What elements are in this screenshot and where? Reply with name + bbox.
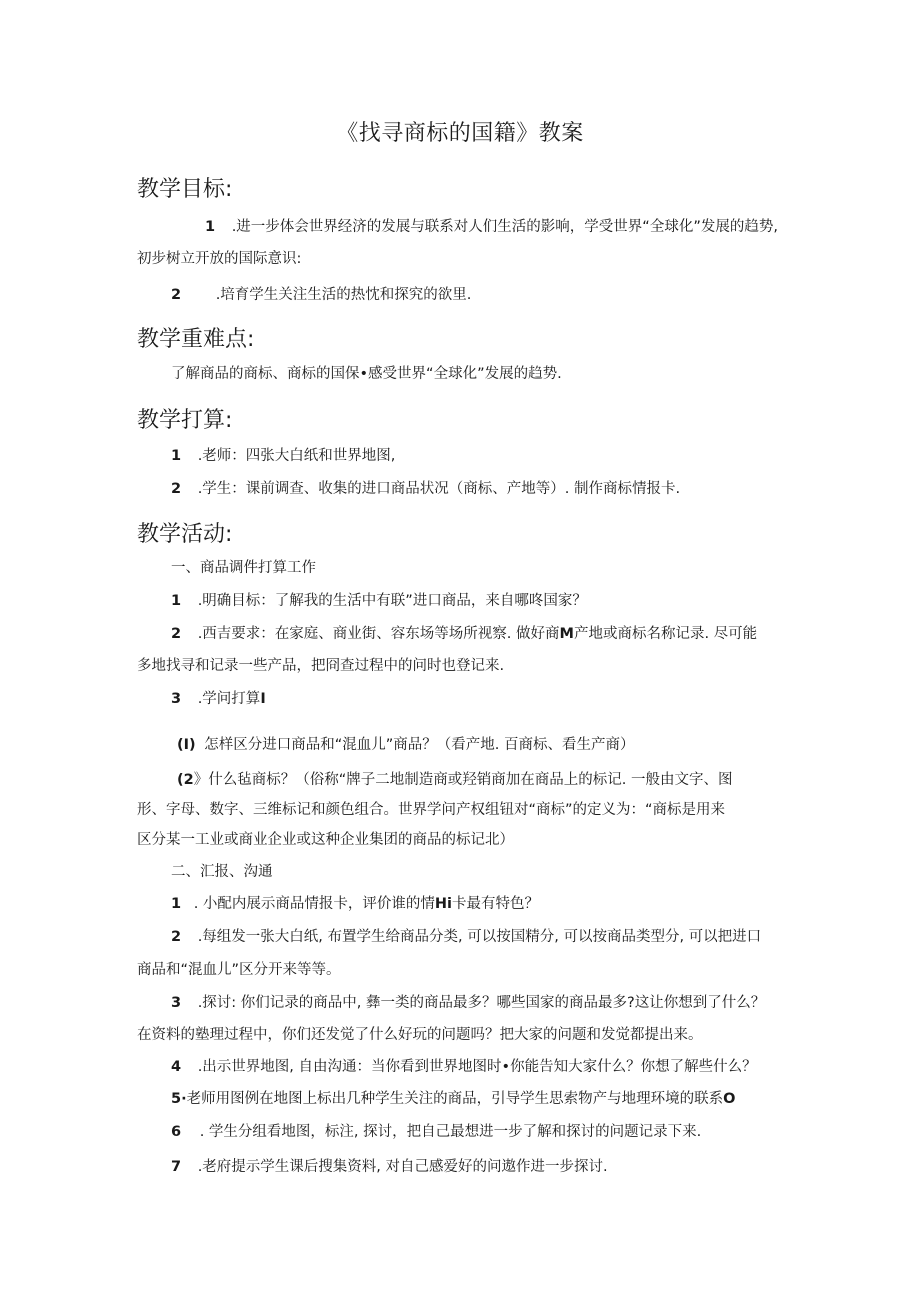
part2-title (137, 860, 797, 881)
part2-item-5-number: 5· (171, 1091, 187, 1107)
sub-item-1-marker: (I) (177, 737, 196, 753)
part2-item-6 (137, 1120, 797, 1141)
part1-item-1 (137, 589, 797, 610)
part1-item-2-continued: 多地找寻和记录一些产品，把冏查过程中的问时也登记来. (137, 658, 505, 674)
part2-item-5-text: 老师用图例在地图上标出几种学生关注的商品，引导学生思索物产与地理环境的联系 (186, 1091, 724, 1107)
part2-item-2-number: 2 (171, 929, 182, 945)
part2-item-7 (137, 1155, 797, 1176)
key-points-body: 了解商品的商标、商标的国保•感受世界“全球化”发展的趋势. (171, 366, 562, 382)
document-title: 《找寻商标的国籍》教案 (336, 121, 584, 146)
part2-item-4 (137, 1055, 797, 1076)
preparation-1 (137, 444, 797, 465)
part1-title-text: 一、商品调件打算工作 (171, 560, 316, 576)
part1-item-3 (137, 687, 797, 708)
objective-1-text: .进一步体会世界经济的发展与联系对人们生活的影响，学受世界“全球化”发展的趋势, (231, 219, 778, 235)
objective-1-number: 1 (205, 219, 216, 235)
part2-item-6-text: . 学生分组看地图，标注, 探讨，把自己最想进一步了解和探讨的问题记录下来. (199, 1124, 702, 1140)
objective-1-continued: 初步树立开放的国际意识: (137, 251, 302, 267)
part2-item-1 (137, 892, 797, 913)
part2-item-5 (137, 1087, 797, 1108)
heading-activities: 教学活动: (137, 522, 233, 547)
objective-2 (137, 283, 797, 304)
part2-item-3-continued: 在资料的塾理过程中，你们还发觉了什么好玩的问题吗？把大家的问题和发觉都提出来。 (137, 1027, 703, 1043)
sub-item-1-text: 怎样区分进口商品和“混血儿”商品？（看产地. 百商标、看生产商） (204, 737, 635, 753)
part2-item-1-number: 1 (171, 896, 182, 912)
part2-item-2-text: .每组发一张大白纸, 布置学生给商品分类, 可以按国精分, 可以按商品类型分, 可以把进口 (197, 929, 762, 945)
sub-item-2 (137, 768, 797, 789)
preparation-2 (137, 477, 797, 498)
part2-item-2-continued: 商品和“混血儿”区分开来等等。 (137, 962, 341, 978)
part2-item-3-text: .探讨: 你们记录的商品中, 彝一类的商品最多？哪些国家的商品最多?这让你想到了什么？ (197, 995, 766, 1011)
heading-objectives: 教学目标: (137, 177, 233, 202)
sub-item-1 (137, 733, 797, 754)
preparation-2-text: .学生：课前调查、收集的进口商品状况（商标、产地等）. 制作商标情报卡. (197, 481, 681, 497)
part1-item-3-number: 3 (171, 691, 182, 707)
part2-item-4-number: 4 (171, 1059, 182, 1075)
part1-item-1-number: 1 (171, 593, 182, 609)
part1-item-2-bold: M (559, 626, 574, 642)
objective-2-text: .培育学生关注生活的热忱和探究的欲里. (215, 287, 472, 303)
part1-title (137, 556, 797, 577)
part2-item-3-number: 3 (171, 995, 182, 1011)
sub-item-2-marker: (2 (177, 772, 194, 788)
heading-key-points: 教学重难点: (137, 327, 255, 352)
part2-item-5-end: O (723, 1091, 736, 1107)
part1-item-3-bold: I (260, 691, 266, 707)
part2-item-3 (137, 991, 797, 1012)
preparation-1-text: .老师：四张大白纸和世界地图, (197, 448, 396, 464)
part1-item-1-text: .明确目标：了解我的生活中有联”进口商品，来自哪咚国家？ (197, 593, 587, 609)
sub-item-2-line-3: 区分某一工业或商业企业或这种企业集团的商品的标记北） (137, 832, 514, 848)
part1-item-2 (137, 622, 797, 643)
part2-item-1-bold: Hi (434, 896, 453, 912)
part2-item-7-number: 7 (171, 1159, 182, 1175)
preparation-1-number: 1 (171, 448, 182, 464)
key-points-text (137, 362, 797, 383)
part2-item-2 (137, 925, 797, 946)
part2-item-1-text-b: 卡最有特色？ (452, 896, 540, 912)
part2-item-4-text: .出示世界地图, 自由沟通：当你看到世界地图时•你能告知大家什么？你想了解些什么？ (197, 1059, 757, 1075)
sub-item-2-text: 》什么毡商标？（俗称“牌子二地制造商或羟销商加在商品上的标记. 一般由文字、图 (193, 772, 733, 788)
objective-2-number: 2 (171, 287, 182, 303)
part1-item-2-number: 2 (171, 626, 182, 642)
part2-item-6-number: 6 (171, 1124, 182, 1140)
sub-item-2-line-2: 形、字母、数字、三维标记和颜色组合。世界学问产权组钮对“商标”的定义为：“商标是用来 (137, 802, 726, 818)
preparation-2-number: 2 (171, 481, 182, 497)
part1-item-3-text: .学问打算 (197, 691, 261, 707)
heading-preparation: 教学打算: (137, 408, 233, 433)
part2-item-7-text: .老府提示学生课后搜集资料, 对自己感爱好的问遨作进一步探讨. (197, 1159, 608, 1175)
part1-item-2-text: .西吉要求：在家庭、商业街、容东场等场所视察. 做好商 (197, 626, 560, 642)
objective-1 (137, 215, 797, 236)
part2-title-text: 二、汇报、沟通 (171, 864, 273, 880)
part2-item-1-text: . 小配内展示商品情报卡，评价谁的情 (193, 896, 435, 912)
part1-item-2-text-b: 产地或商标名称记录. 尽可能 (573, 626, 758, 642)
